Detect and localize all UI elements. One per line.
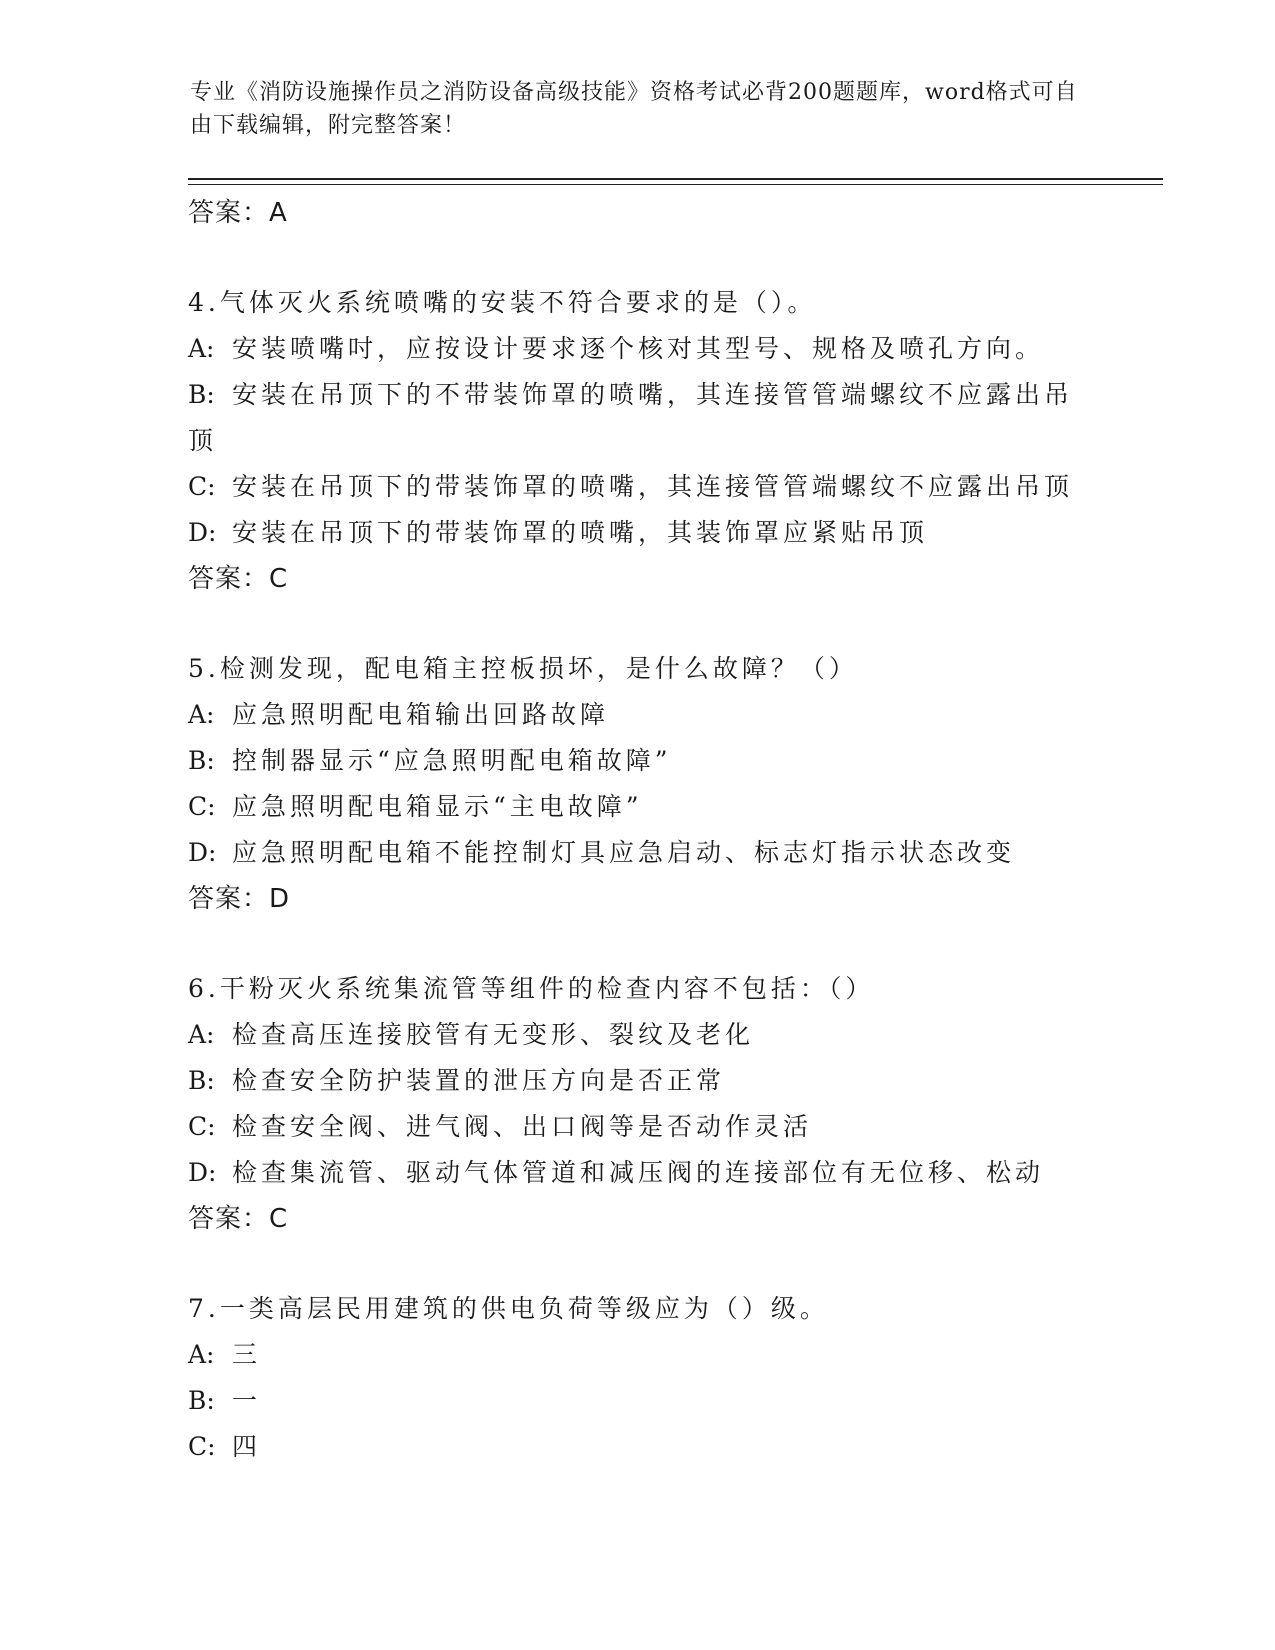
option-text: 安装在吊顶下的带装饰罩的喷嘴，其连接管管端螺纹不应露出吊顶 xyxy=(232,472,1074,501)
option-key: B: xyxy=(188,380,215,409)
option-key: B: xyxy=(188,746,215,775)
option-b xyxy=(188,738,1148,784)
option-a xyxy=(188,1012,1148,1058)
question-stem: 7.一类高层民用建筑的供电负荷等级应为（）级。 xyxy=(188,1294,829,1323)
question-stem: 4.气体灭火系统喷嘴的安装不符合要求的是（）。 xyxy=(188,288,817,317)
option-key: C: xyxy=(188,1432,216,1461)
option-text: 检查高压连接胶管有无变形、裂纹及老化 xyxy=(232,1020,755,1049)
question-stem: 6.干粉灭火系统集流管等组件的检查内容不包括：（） xyxy=(188,974,875,1003)
header-divider-thin xyxy=(188,184,1163,185)
question-7 xyxy=(188,1286,1148,1470)
option-text: 应急照明配电箱输出回路故障 xyxy=(232,700,610,729)
header-divider-thick xyxy=(188,178,1163,180)
option-key: A: xyxy=(188,1340,215,1369)
option-a xyxy=(188,326,1148,372)
option-text: 一 xyxy=(232,1386,262,1415)
option-c xyxy=(188,1104,1148,1150)
option-text: 安装喷嘴吋，应按设计要求逐个核对其型号、规格及喷孔方向。 xyxy=(232,334,1045,363)
option-c xyxy=(188,464,1148,510)
answer-line: 答案：D xyxy=(188,884,291,914)
question-6 xyxy=(188,966,1148,1242)
option-text: 四 xyxy=(232,1432,262,1461)
option-text: 检查集流管、驱动气体管道和减压阀的连接部位有无位移、松动 xyxy=(232,1158,1045,1187)
option-d xyxy=(188,1150,1148,1196)
option-b xyxy=(188,372,1148,418)
option-d xyxy=(188,510,1148,556)
option-key: C: xyxy=(188,1112,216,1141)
question-5 xyxy=(188,646,1148,922)
option-c xyxy=(188,784,1148,830)
option-key: D: xyxy=(188,838,217,867)
answer-line: 答案：C xyxy=(188,564,289,594)
question-stem: 5.检测发现，配电箱主控板损坏，是什么故障？（） xyxy=(188,654,858,683)
option-b xyxy=(188,1378,1148,1424)
option-text: 应急照明配电箱显示“主电故障” xyxy=(232,792,643,821)
option-b-continuation: 顶 xyxy=(188,426,218,455)
option-text: 安装在吊顶下的不带装饰罩的喷嘴，其连接管管端螺纹不应露出吊 xyxy=(232,380,1074,409)
question-4 xyxy=(188,280,1148,602)
option-a xyxy=(188,692,1148,738)
option-key: D: xyxy=(188,518,217,547)
option-key: A: xyxy=(188,700,215,729)
option-key: A: xyxy=(188,1020,215,1049)
option-c xyxy=(188,1424,1148,1470)
answer-line: 答案：C xyxy=(188,1204,289,1234)
option-text: 检查安全防护装置的泄压方向是否正常 xyxy=(232,1066,726,1095)
option-text: 应急照明配电箱不能控制灯具应急启动、标志灯指示状态改变 xyxy=(232,838,1016,867)
question-list xyxy=(188,190,1148,1470)
option-key: C: xyxy=(188,472,216,501)
document-header: 专业《消防设施操作员之消防设备高级技能》资格考试必背200题题库，word格式可自由下载编辑，附完整答案！ xyxy=(190,80,1078,138)
option-text: 检查安全阀、进气阀、出口阀等是否动作灵活 xyxy=(232,1112,813,1141)
option-text: 安装在吊顶下的带装饰罩的喷嘴，其装饰罩应紧贴吊顶 xyxy=(232,518,929,547)
option-d xyxy=(188,830,1148,876)
option-text: 控制器显示“应急照明配电箱故障” xyxy=(232,746,672,775)
option-b xyxy=(188,1058,1148,1104)
option-key: B: xyxy=(188,1066,215,1095)
option-key: C: xyxy=(188,792,216,821)
option-key: B: xyxy=(188,1386,215,1415)
option-key: A: xyxy=(188,334,215,363)
option-a xyxy=(188,1332,1148,1378)
answer-line: 答案：A xyxy=(188,198,288,228)
option-key: D: xyxy=(188,1158,217,1187)
option-text: 三 xyxy=(232,1340,262,1369)
